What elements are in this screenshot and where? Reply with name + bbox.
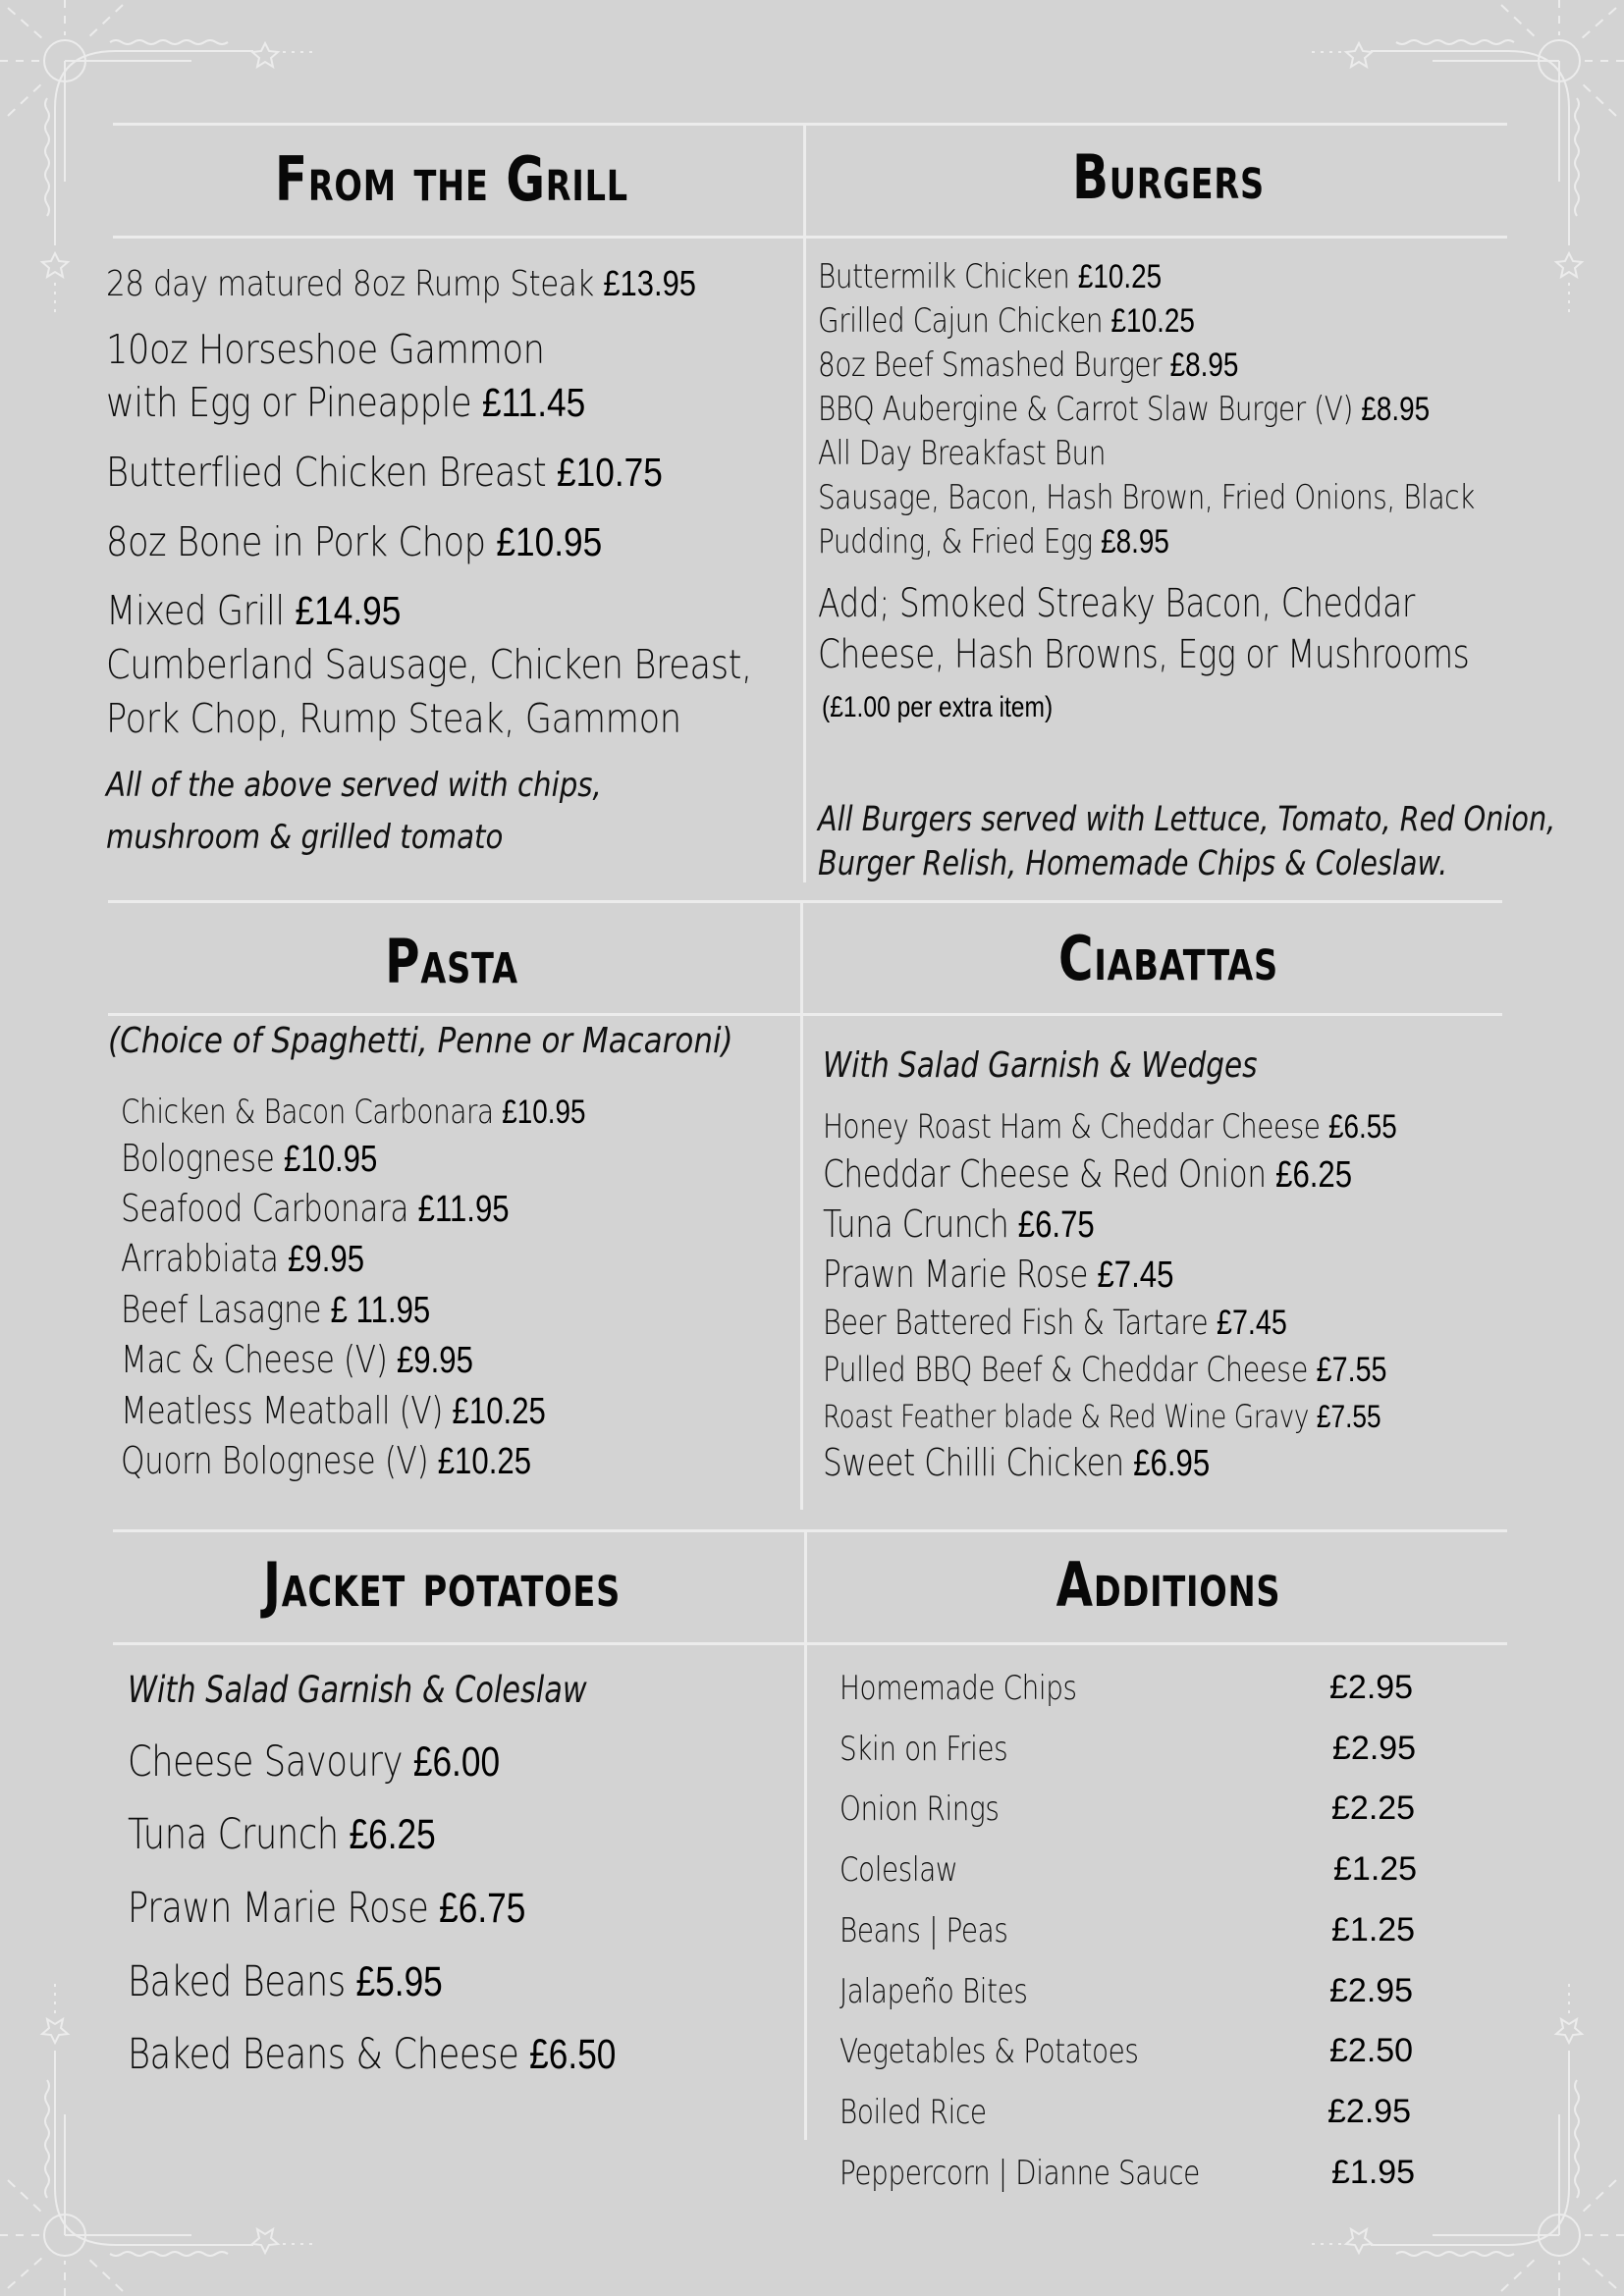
menu-item-detail bbox=[818, 478, 1619, 517]
item-name: Tuna Crunch bbox=[128, 1810, 339, 1859]
item-price: £6.75 bbox=[439, 1885, 526, 1932]
item-price: £10.95 bbox=[496, 519, 603, 564]
item-name: Roast Feather blade & Red Wine Gravy bbox=[823, 1398, 1309, 1435]
item-price: £2.95 bbox=[1327, 2093, 1412, 2130]
section-subtitle: With Salad Garnish & Coleslaw bbox=[128, 1669, 587, 1711]
item-price: £13.95 bbox=[603, 263, 697, 303]
item-price: £10.25 bbox=[1110, 302, 1195, 340]
item-name: Buttermilk Chicken bbox=[818, 257, 1070, 296]
add-ons-price: (£1.00 per extra item) bbox=[822, 691, 1054, 723]
item-price: £7.45 bbox=[1216, 1304, 1287, 1342]
divider-vertical-top bbox=[803, 125, 806, 882]
menu-item-detail bbox=[106, 695, 775, 742]
item-price: £2.25 bbox=[1331, 1789, 1416, 1827]
menu-item bbox=[128, 1957, 512, 2006]
item-name: Skin on Fries bbox=[839, 1730, 1008, 1769]
section-title: From the Grill bbox=[275, 143, 628, 215]
item-name: Mixed Grill bbox=[106, 587, 296, 634]
section-title: Ciabattas bbox=[1058, 923, 1278, 994]
menu-item bbox=[121, 1237, 418, 1281]
menu-item bbox=[121, 1439, 622, 1483]
item-name: Quorn Bolognese (V) bbox=[121, 1439, 429, 1482]
item-name: Pulled BBQ Beef & Cheddar Cheese bbox=[823, 1351, 1308, 1390]
item-name: 8oz Beef Smashed Burger bbox=[818, 346, 1163, 385]
menu-item bbox=[818, 257, 1237, 296]
addition-row bbox=[839, 1972, 1068, 2011]
add-ons-line: Add; Smoked Streaky Bacon, Cheddar bbox=[818, 581, 1415, 626]
item-name: Cumberland Sausage, Chicken Breast, bbox=[106, 641, 752, 688]
item-price: £6.00 bbox=[412, 1738, 501, 1786]
section-note: mushroom & grilled tomato bbox=[106, 818, 504, 857]
section-title: Jacket potatoes bbox=[262, 1549, 622, 1621]
menu-item bbox=[121, 1288, 498, 1332]
item-name: Meatless Meatball (V) bbox=[121, 1389, 444, 1432]
divider-top-1 bbox=[113, 123, 1507, 126]
item-name: Boiled Rice bbox=[839, 2093, 987, 2132]
section-title: Burgers bbox=[1072, 141, 1265, 213]
divider-mid-2 bbox=[108, 1013, 1502, 1016]
item-name: Chicken & Bacon Carbonara bbox=[121, 1093, 494, 1132]
item-price: £1.25 bbox=[1331, 1911, 1416, 1949]
item-name: Sausage, Bacon, Hash Brown, Fried Onions, Black bbox=[818, 478, 1475, 517]
item-price: £2.95 bbox=[1329, 1669, 1414, 1706]
item-price: £2.50 bbox=[1329, 2032, 1414, 2069]
item-price: £6.55 bbox=[1328, 1108, 1397, 1146]
addition-row bbox=[839, 2093, 1018, 2132]
item-name: Grilled Cajun Chicken bbox=[818, 301, 1104, 341]
corner-ornament-bottom-left bbox=[0, 1982, 324, 2296]
item-price: £10.25 bbox=[1077, 258, 1163, 295]
section-subtitle: With Salad Garnish & Wedges bbox=[823, 1045, 1258, 1086]
menu-item bbox=[128, 1737, 581, 1787]
item-name: Sweet Chilli Chicken bbox=[823, 1441, 1124, 1484]
add-ons-line: Cheese, Hash Browns, Egg or Mushrooms bbox=[818, 632, 1470, 677]
menu-item bbox=[818, 434, 1168, 473]
item-name: Beef Lasagne bbox=[121, 1288, 322, 1331]
divider-top-2 bbox=[113, 236, 1507, 239]
menu-item bbox=[818, 301, 1277, 341]
menu-item bbox=[823, 1152, 1468, 1197]
item-price: £7.45 bbox=[1097, 1255, 1174, 1296]
section-note: All of the above served with chips, bbox=[106, 766, 602, 805]
item-name: Arrabbiata bbox=[121, 1237, 279, 1280]
item-price: £8.95 bbox=[1101, 523, 1169, 561]
item-price: £10.75 bbox=[557, 450, 663, 495]
divider-vertical-mid bbox=[800, 902, 803, 1510]
item-price: £10.95 bbox=[284, 1139, 378, 1180]
addition-row bbox=[839, 1789, 1034, 1829]
item-price: £1.25 bbox=[1333, 1850, 1418, 1888]
item-name: Cheddar Cheese & Red Onion bbox=[823, 1152, 1267, 1196]
menu-item bbox=[121, 1338, 551, 1382]
addition-row bbox=[839, 1850, 984, 1890]
item-price: £9.95 bbox=[396, 1340, 473, 1381]
corner-ornament-bottom-right bbox=[1300, 1982, 1624, 2296]
menu-item-detail bbox=[818, 522, 1246, 561]
section-title: Pasta bbox=[385, 926, 518, 997]
item-name: Coleslaw bbox=[839, 1850, 958, 1890]
menu-item bbox=[106, 518, 682, 565]
divider-bot-2 bbox=[113, 1642, 1507, 1645]
menu-item bbox=[128, 1810, 504, 1859]
item-price: £10.25 bbox=[452, 1391, 546, 1432]
item-name: Pork Chop, Rump Steak, Gammon bbox=[106, 695, 681, 742]
item-name: Butterflied Chicken Breast bbox=[106, 449, 547, 496]
menu-item bbox=[121, 1389, 639, 1433]
section-note: All Burgers served with Lettuce, Tomato, Red Onion, bbox=[818, 800, 1556, 839]
menu-item bbox=[106, 449, 753, 496]
divider-vertical-bot bbox=[804, 1531, 807, 2140]
item-price: £8.95 bbox=[1169, 347, 1239, 384]
menu-item bbox=[128, 2030, 724, 2079]
addition-row bbox=[839, 1911, 1045, 1950]
section-subtitle: (Choice of Spaghetti, Penne or Macaroni) bbox=[108, 1021, 733, 1061]
item-price: £6.95 bbox=[1133, 1443, 1211, 1484]
item-name: Prawn Marie Rose bbox=[823, 1253, 1088, 1296]
menu-item bbox=[823, 1253, 1251, 1297]
item-name: Cheese Savoury bbox=[128, 1737, 404, 1787]
item-name: Bolognese bbox=[121, 1137, 275, 1180]
menu-item bbox=[128, 1884, 613, 1933]
item-name: Peppercorn | Dianne Sauce bbox=[839, 2154, 1200, 2193]
menu-item bbox=[818, 346, 1330, 385]
item-name: Baked Beans bbox=[128, 1957, 346, 2006]
item-name: Honey Roast Ham & Cheddar Cheese bbox=[823, 1107, 1321, 1147]
divider-bot-1 bbox=[113, 1529, 1507, 1532]
item-price: £1.95 bbox=[1331, 2154, 1416, 2191]
item-name: BBQ Aubergine & Carrot Slaw Burger (V) bbox=[818, 390, 1353, 429]
item-name: Pudding, & Fried Egg bbox=[818, 522, 1093, 561]
item-name: Prawn Marie Rose bbox=[128, 1884, 429, 1933]
item-name: Jalapeño Bites bbox=[839, 1972, 1028, 2011]
addition-row bbox=[839, 1669, 1129, 1708]
item-name: Seafood Carbonara bbox=[121, 1187, 409, 1230]
item-name: Tuna Crunch bbox=[823, 1202, 1009, 1246]
menu-item bbox=[823, 1441, 1295, 1485]
item-price: £2.95 bbox=[1329, 1972, 1414, 2009]
item-price: £6.50 bbox=[529, 2031, 617, 2078]
item-price: £10.95 bbox=[502, 1094, 586, 1131]
item-price: £10.25 bbox=[437, 1441, 532, 1482]
item-price: £ 11.95 bbox=[330, 1290, 431, 1331]
menu-item bbox=[106, 263, 792, 304]
item-name: Onion Rings bbox=[839, 1789, 1000, 1829]
item-name: 28 day matured 8oz Rump Steak bbox=[106, 264, 594, 304]
item-name: Beer Battered Fish & Tartare bbox=[823, 1304, 1209, 1343]
item-price: £2.95 bbox=[1332, 1730, 1417, 1767]
item-price: £6.25 bbox=[1275, 1154, 1353, 1196]
item-name: Vegetables & Potatoes bbox=[839, 2032, 1139, 2071]
item-price: £9.95 bbox=[288, 1239, 365, 1280]
item-name: Mac & Cheese (V) bbox=[121, 1338, 388, 1381]
item-name: Homemade Chips bbox=[839, 1669, 1077, 1708]
item-price: £5.95 bbox=[355, 1958, 443, 2005]
addition-row bbox=[839, 2154, 1278, 2193]
menu-item bbox=[106, 587, 449, 634]
menu-item bbox=[121, 1187, 594, 1231]
addition-row bbox=[839, 1730, 1045, 1769]
item-name: All Day Breakfast Bun bbox=[818, 434, 1107, 473]
item-price: £11.45 bbox=[482, 380, 586, 425]
item-price: £7.55 bbox=[1316, 1399, 1381, 1434]
menu-item bbox=[823, 1398, 1503, 1435]
item-price: £8.95 bbox=[1361, 391, 1431, 428]
divider-mid-1 bbox=[108, 900, 1502, 903]
item-name: Beans | Peas bbox=[839, 1911, 1008, 1950]
addition-row bbox=[839, 2032, 1204, 2071]
item-name: with Egg or Pineapple bbox=[106, 379, 472, 426]
menu-item bbox=[823, 1107, 1523, 1147]
menu-item bbox=[106, 379, 664, 426]
item-price: £11.95 bbox=[417, 1189, 510, 1230]
menu-item bbox=[823, 1351, 1511, 1390]
menu-item bbox=[121, 1093, 687, 1132]
item-price: £7.55 bbox=[1316, 1351, 1387, 1389]
menu-item bbox=[823, 1202, 1154, 1247]
item-price: £6.75 bbox=[1017, 1204, 1095, 1246]
item-name: 8oz Bone in Pork Chop bbox=[106, 518, 486, 565]
menu-item bbox=[818, 390, 1564, 429]
item-name: Baked Beans & Cheese bbox=[128, 2030, 519, 2079]
item-price: £14.95 bbox=[295, 588, 402, 633]
menu-item-detail bbox=[106, 641, 857, 688]
menu-item bbox=[823, 1304, 1389, 1343]
menu-item bbox=[106, 326, 616, 373]
item-price: £6.25 bbox=[349, 1811, 436, 1858]
section-title: Additions bbox=[1056, 1549, 1281, 1621]
menu-item bbox=[121, 1137, 434, 1181]
item-name: 10oz Horseshoe Gammon bbox=[106, 326, 545, 373]
section-note: Burger Relish, Homemade Chips & Coleslaw. bbox=[818, 844, 1448, 883]
